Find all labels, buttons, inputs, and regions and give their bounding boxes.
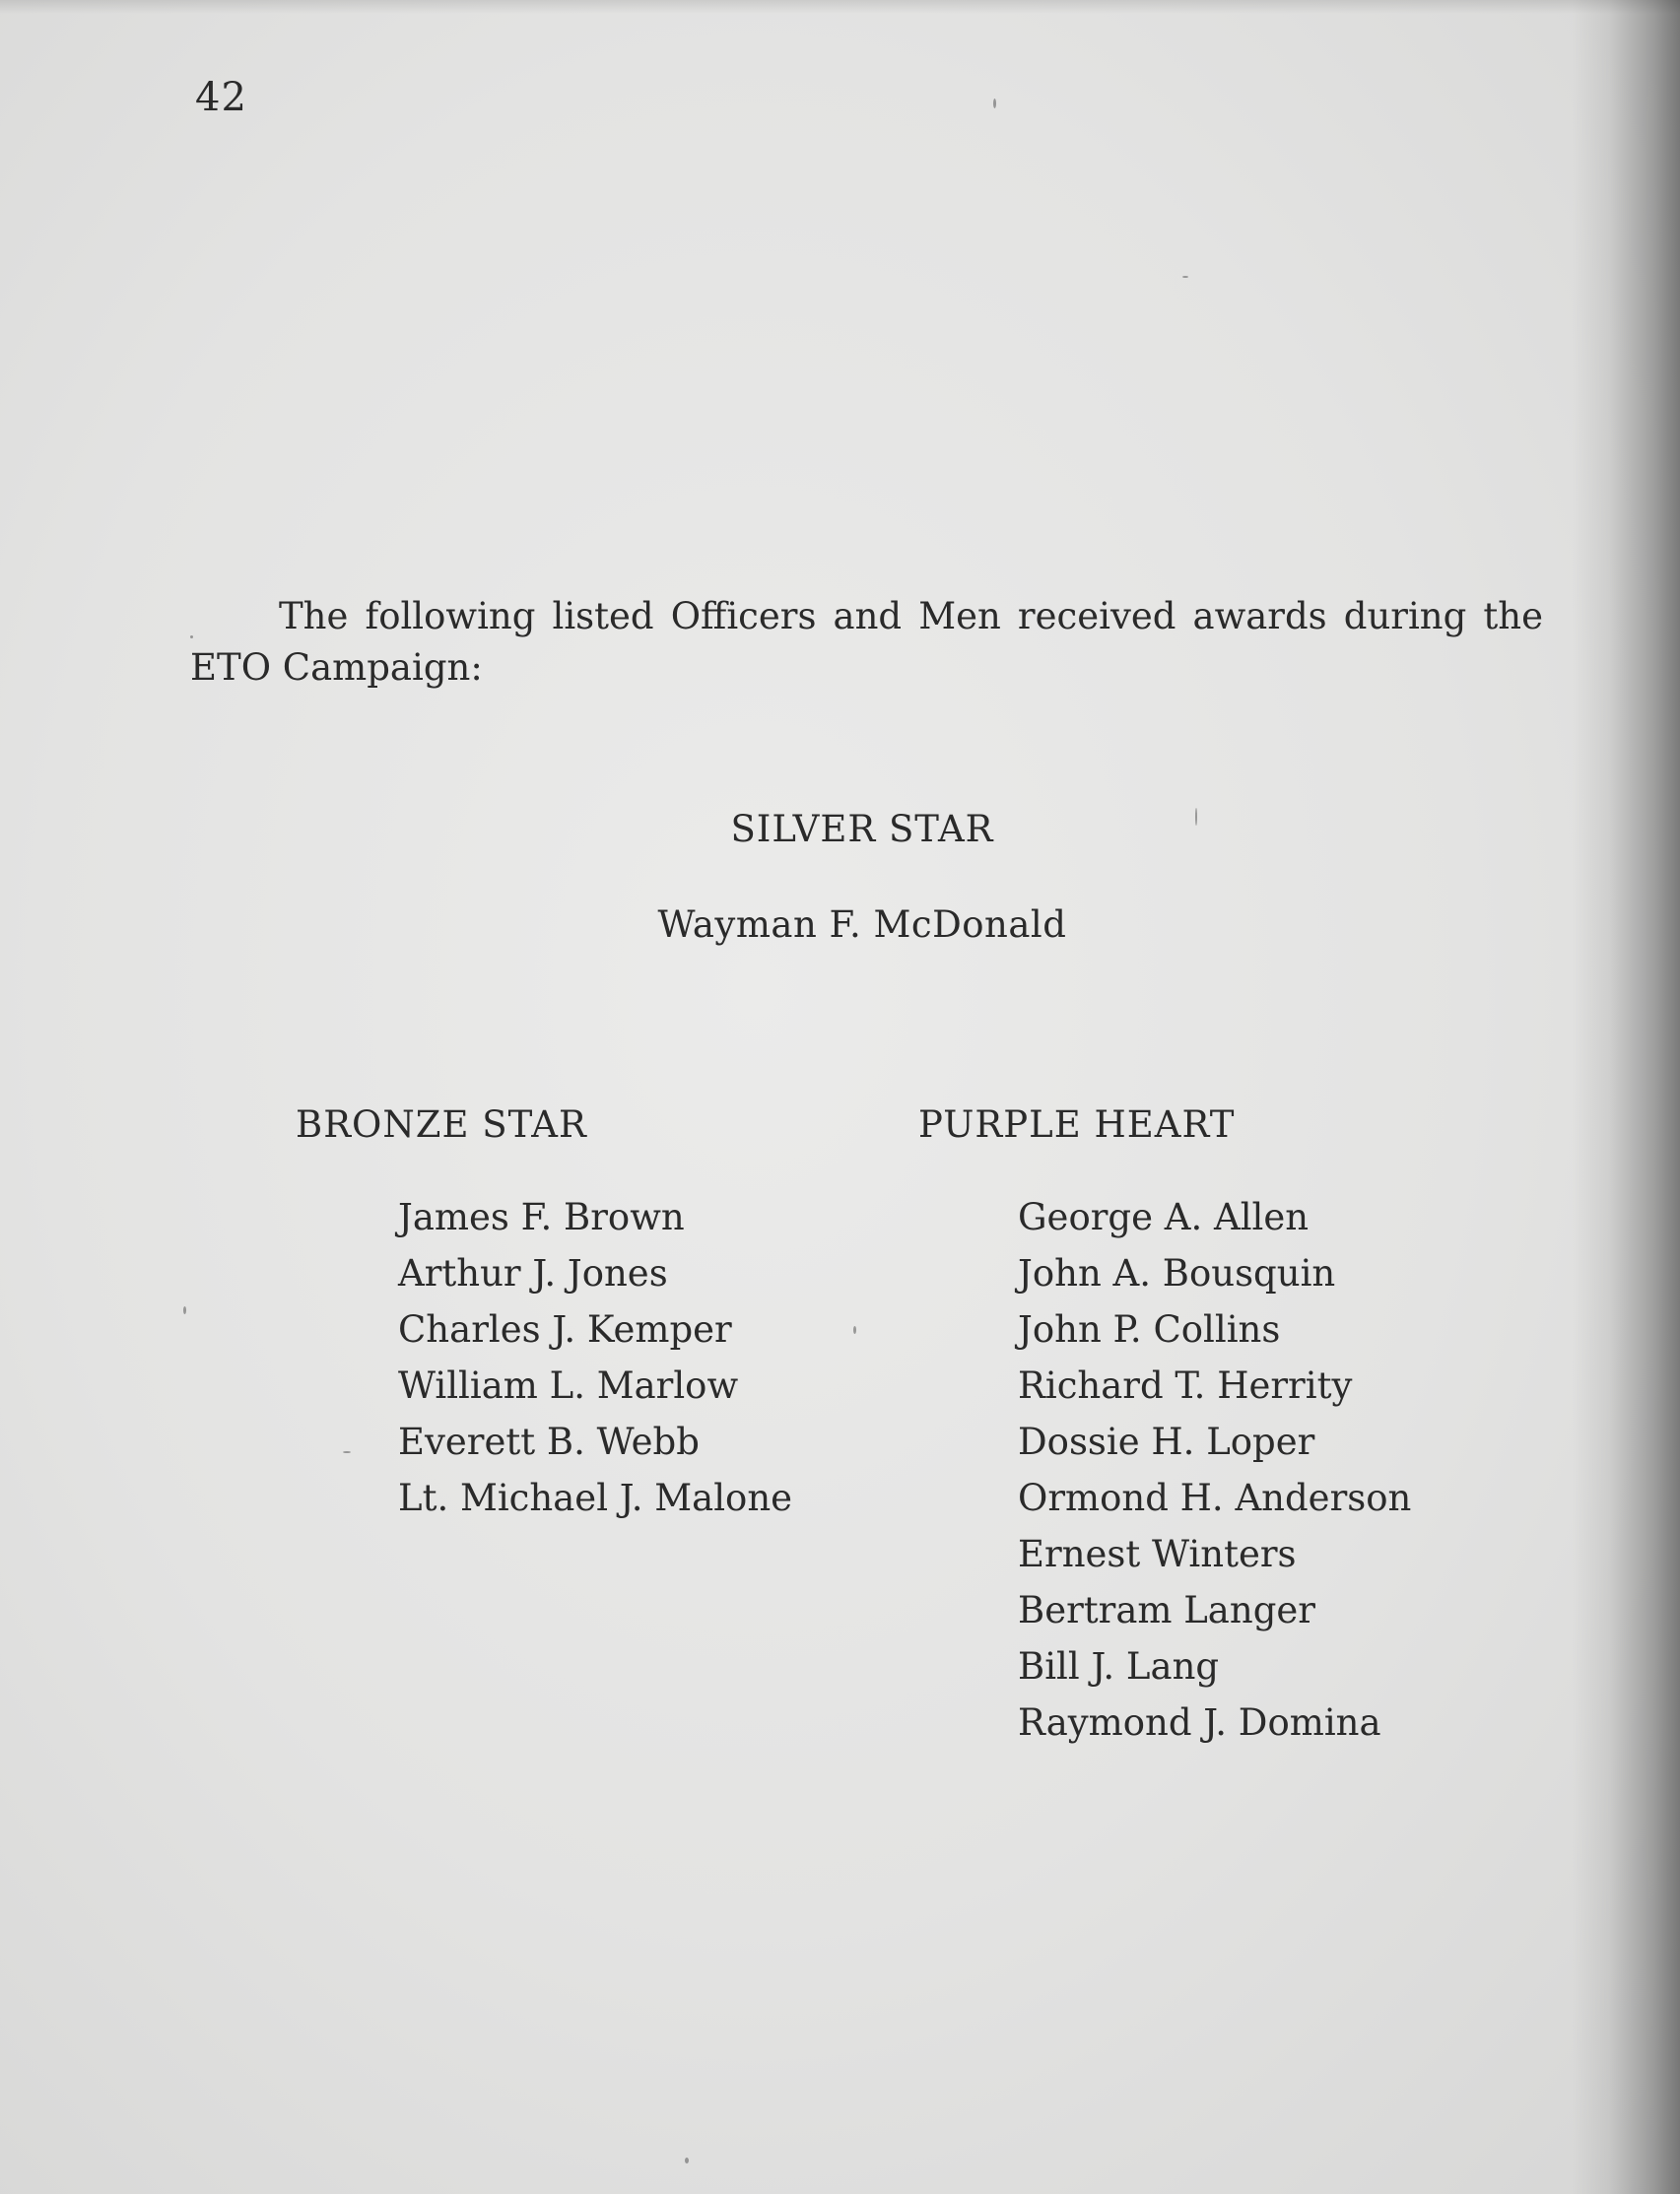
purple-heart-recipient: Ernest Winters bbox=[1018, 1533, 1297, 1575]
purple-heart-recipient-list bbox=[1018, 1189, 1411, 1751]
purple-heart-recipient: Raymond J. Domina bbox=[1018, 1701, 1381, 1744]
bronze-star-recipient: James F. Brown bbox=[398, 1196, 685, 1238]
purple-heart-recipient: Bertram Langer bbox=[1018, 1589, 1315, 1631]
paper-speck bbox=[343, 1451, 351, 1453]
silver-star-heading: SILVER STAR bbox=[730, 808, 994, 850]
purple-heart-recipient: John P. Collins bbox=[1018, 1308, 1281, 1351]
page-number: 42 bbox=[195, 75, 247, 120]
purple-heart-recipient: Dossie H. Loper bbox=[1018, 1421, 1315, 1463]
binding-shadow bbox=[1572, 0, 1680, 2194]
bronze-star-recipient: Lt. Michael J. Malone bbox=[398, 1477, 793, 1519]
intro-line-1: The following listed Officers and Men received awards during the bbox=[279, 595, 1543, 637]
bronze-star-heading: BRONZE STAR bbox=[296, 1103, 587, 1146]
purple-heart-heading: PURPLE HEART bbox=[918, 1103, 1236, 1146]
page-top-edge bbox=[0, 0, 1680, 14]
paper-speck bbox=[993, 99, 996, 108]
purple-heart-recipient: Ormond H. Anderson bbox=[1018, 1477, 1412, 1519]
bronze-star-recipient: Arthur J. Jones bbox=[398, 1252, 668, 1295]
intro-line-2: ETO Campaign: bbox=[190, 646, 483, 689]
paper-speck bbox=[190, 635, 193, 638]
paper-speck bbox=[1195, 808, 1197, 826]
purple-heart-recipient: John A. Bousquin bbox=[1018, 1252, 1336, 1295]
paper-speck bbox=[183, 1306, 186, 1314]
paper-speck bbox=[1182, 276, 1188, 278]
silver-star-recipient: Wayman F. McDonald bbox=[657, 903, 1067, 946]
intro-paragraph bbox=[190, 591, 1543, 694]
paper-speck bbox=[685, 2158, 689, 2163]
purple-heart-recipient: Richard T. Herrity bbox=[1018, 1364, 1353, 1407]
purple-heart-recipient: Bill J. Lang bbox=[1018, 1645, 1220, 1688]
bronze-star-recipient: Everett B. Webb bbox=[398, 1421, 700, 1463]
bronze-star-recipient: William L. Marlow bbox=[398, 1364, 739, 1407]
purple-heart-recipient: George A. Allen bbox=[1018, 1196, 1310, 1238]
bronze-star-recipient-list bbox=[398, 1189, 792, 1526]
bronze-star-recipient: Charles J. Kemper bbox=[398, 1308, 732, 1351]
paper-speck bbox=[853, 1326, 856, 1334]
